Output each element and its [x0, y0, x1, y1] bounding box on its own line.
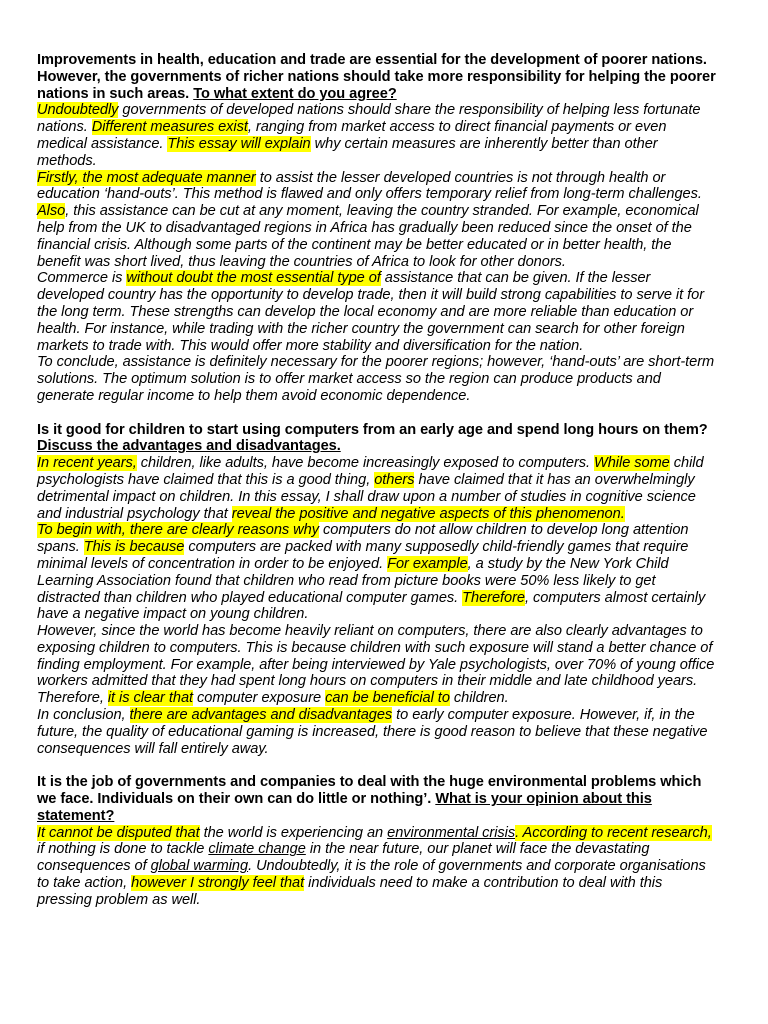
essay-section: [37, 774, 717, 908]
text-run: Commerce is: [37, 270, 127, 287]
essay-section: [37, 52, 717, 405]
highlighted-phrase: Different measures exist: [91, 119, 248, 136]
essay-paragraph: [37, 825, 717, 909]
essay-paragraph: [37, 170, 717, 271]
section-gap: [37, 757, 717, 774]
text-run: in the near future, our planet will face the devastating consequences of: [37, 841, 650, 875]
essay-paragraph: [37, 102, 717, 169]
section-gap: [37, 405, 717, 422]
text-run: computers are packed with many supposedly child-friendly games that require minimal levels of concentration in order to be enjoyed.: [37, 539, 689, 572]
essay-paragraph: [37, 354, 717, 404]
highlighted-phrase: To begin with, there are clearly reasons why: [37, 522, 319, 539]
highlighted-phrase: While some: [594, 455, 670, 472]
text-run: However, since the world has become heavily reliant on computers, there are also clearly advantages to exposing children to computers. This is because children with such exposure will stand a better chance of finding employment. For example, after being interviewed by Yale psychologists, over 70% of young office workers admitted that they had spent long hours on computers in their middle and late childhood years. Therefore,: [37, 623, 715, 707]
text-run: individuals need to make a contribution to deal with this pressing problem as well.: [37, 875, 663, 908]
highlighted-phrase: however I strongly feel that: [131, 875, 305, 892]
highlighted-phrase: reveal the positive and negative aspects of this phenomenon.: [231, 505, 625, 522]
highlighted-phrase: Undoubtedly: [37, 102, 119, 119]
essay-paragraph: [37, 623, 717, 707]
text-run: , ranging from market access to direct financial payments or even medical assistance.: [37, 119, 667, 152]
highlighted-phrase: For example: [387, 555, 468, 572]
text-run: child psychologists have claimed that this is a good thing,: [37, 455, 704, 488]
highlighted-phrase: . According to recent research,: [515, 824, 712, 841]
text-run: . Undoubtedly, it is the role of governments and corporate organisations to take action,: [37, 858, 706, 892]
highlighted-phrase: Therefore: [462, 589, 525, 606]
highlighted-phrase: Firstly, the most adequate manner: [37, 169, 256, 186]
question-prompt: Discuss the advantages and disadvantages.: [37, 438, 341, 455]
text-run: children, like adults, have become increasingly exposed to computers.: [136, 455, 595, 472]
text-run: have claimed that it has an overwhelmingly detrimental impact on children. In this essay, I shall draw upon a number of studies in cognitive science and industrial psychology that: [37, 471, 696, 522]
underlined-phrase: climate change: [208, 841, 306, 858]
text-run: , a study by the New York Child Learning Association found that children who read from picture books were 50% less likely to get distracted than children who played educational computer games.: [37, 555, 669, 606]
highlighted-phrase: it is clear that: [107, 690, 194, 707]
text-run: , computers almost certainly have a negative impact on young children.: [37, 589, 706, 623]
highlighted-phrase: In recent years,: [37, 455, 137, 472]
text-run: To conclude, assistance is definitely necessary for the poorer regions; however, ‘hand-outs’ are short-term solutions. The optimum solution is to offer market access so the region can produce products and generate regular income to help them avoid economic dependence.: [37, 354, 715, 404]
question-prompt: What is your opinion about this statement?: [37, 791, 652, 824]
essay-paragraph: [37, 455, 717, 522]
essay-question: Is it good for children to start using computers from an early age and spend long hours on them? Discuss the advantages and disadvantages.: [37, 421, 708, 455]
highlighted-phrase: there are advantages and disadvantages: [129, 707, 393, 724]
document-page: [37, 52, 717, 909]
text-run: to assist the lesser developed countries is not through health or education ‘hand-outs’. This method is flawed and only offers temporary relief from long-term challenges.: [37, 169, 702, 203]
essay-paragraph: [37, 707, 717, 757]
text-run: why certain measures are inherently better than other methods.: [37, 135, 658, 169]
essay-paragraph: [37, 522, 717, 623]
essay-paragraph: [37, 270, 717, 354]
highlighted-phrase: This essay will explain: [167, 135, 311, 152]
text-run: governments of developed nations should share the responsibility of helping less fortunate nations.: [37, 102, 701, 136]
essay-section: [37, 422, 717, 758]
text-run: if nothing is done to tackle: [37, 841, 209, 858]
highlighted-phrase: It cannot be disputed that: [37, 824, 200, 841]
text-run: , this assistance can be cut at any moment, leaving the country stranded. For example, economical help from the UK to disadvantaged regions in Africa has gradually been reduced since the onset of the financial crisis. Although some parts of the continent may be better educated or in better health, the benefit was short lived, thus leaving the countries of Africa to look for other donors.: [37, 203, 699, 270]
text-run: to early computer exposure. However, if, in the future, the quality of educational gaming is increased, there is good reason to believe that these negative consequences will fall entirely away.: [37, 707, 708, 757]
text-run: In conclusion,: [37, 707, 130, 724]
highlighted-phrase: without doubt the most essential type of: [126, 270, 381, 287]
text-run: children.: [449, 690, 509, 707]
essay-question: It is the job of governments and companies to deal with the huge environmental problems which we face. Individuals on their own can do little or nothing’. What is your opinion about this statement?: [37, 774, 702, 824]
essay-question: Improvements in health, education and trade are essential for the development of poorer nations. However, the governments of richer nations should take more responsibility for helping the poorer nations in such areas. To what extent do you agree?: [37, 52, 716, 102]
highlighted-phrase: others: [374, 471, 415, 488]
text-run: assistance that can be given. If the lesser developed country has the opportunity to develop trade, then it will build strong capabilities to serve it for the long term. These strengths can develop the local economy and are more reliable than education or health. For instance, while trading with the richer country the government can search for other foreign markets to trade with. This would offer more stability and diversification for the nation.: [37, 270, 705, 354]
text-run: computer exposure: [193, 690, 326, 707]
highlighted-phrase: Also: [37, 203, 66, 220]
underlined-phrase: environmental crisis: [387, 824, 516, 841]
text-run: the world is experiencing an: [199, 824, 388, 841]
underlined-phrase: global warming: [150, 858, 249, 875]
text-run: computers do not allow children to develop long attention spans.: [37, 522, 689, 556]
highlighted-phrase: This is because: [83, 539, 185, 556]
highlighted-phrase: can be beneficial to: [325, 690, 450, 707]
question-prompt: To what extent do you agree?: [193, 85, 397, 102]
